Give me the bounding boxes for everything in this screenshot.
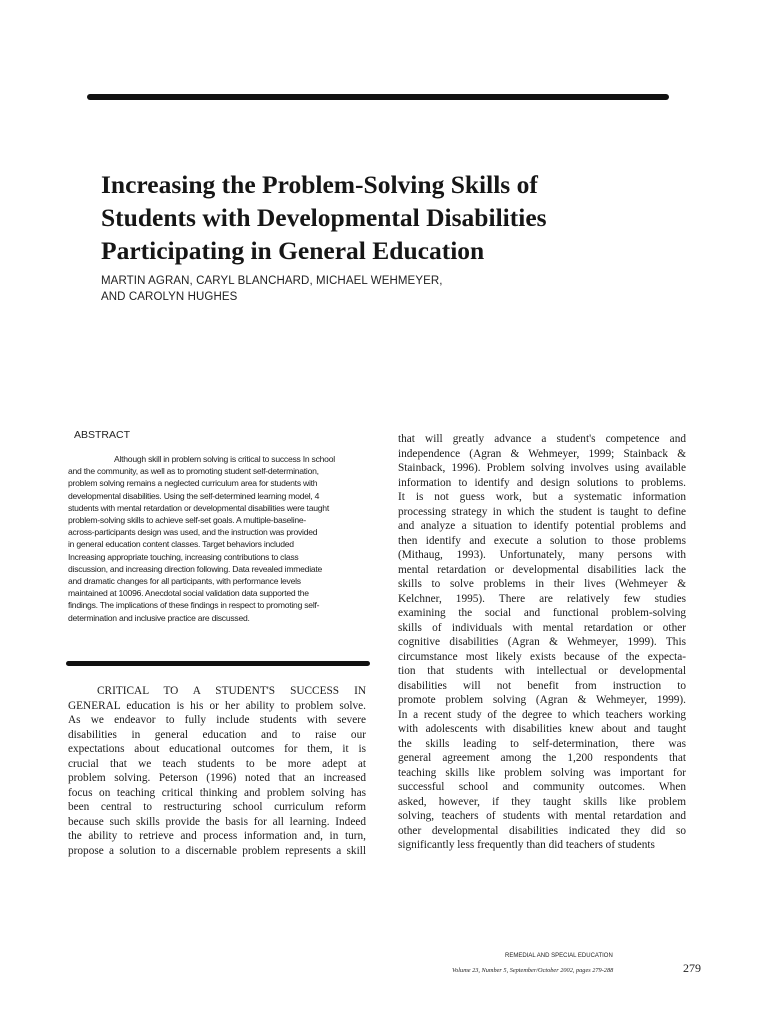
- abstract-line: and the community, as well as to promoting student self-determination,: [68, 466, 319, 477]
- body-line: other developmental disabilities indicated they did so: [398, 824, 686, 837]
- abstract-line: students with mental retardation or developmental disabilities were taught: [68, 502, 329, 513]
- body-line: focus on teaching critical thinking and problem solving has: [68, 786, 366, 799]
- abstract-line: Increasing appropriate touching, increasing contributions to class: [68, 551, 299, 562]
- body-line: (Mithaug, 1993). Unfortunately, many persons with: [398, 549, 686, 561]
- body-line: promote problem solving (Agran & Wehmeyer, 1999).: [398, 694, 686, 706]
- journal-name: REMEDIAL AND SPECIAL EDUCATION: [505, 953, 613, 959]
- body-line: the skills leading to self-determination, there was: [398, 737, 686, 750]
- body-line: Kelchner, 1995). There are relatively few studies: [398, 592, 686, 605]
- abstract-line: in general education content classes. Target behaviors included: [68, 539, 294, 550]
- title-line: Increasing the Problem-Solving Skills of: [101, 170, 538, 199]
- title-line: Students with Developmental Disabilities: [101, 203, 547, 232]
- abstract-line: developmental disabilities. Using the self-determined learning model, 4: [68, 490, 320, 501]
- body-line: been central to restructuring school curriculum reform: [68, 801, 366, 813]
- abstract-line: discussion, and increasing direction following. Data revealed immediate: [68, 563, 323, 574]
- body-left-column: [68, 684, 366, 858]
- body-line: asked, however, if they taught skills like problem: [398, 795, 686, 808]
- issue-citation: Volume 23, Number 5, September/October 2002, pages 279-288: [452, 967, 614, 974]
- body-line: then identify and execute a solution to those problems: [398, 534, 686, 547]
- body-line: information to identify and design solutions to problems.: [398, 476, 686, 489]
- body-line: with adolescents with disabilities knew about and taught: [398, 723, 686, 735]
- body-line: significantly less frequently than did teachers of students: [398, 839, 655, 851]
- abstract-line: Although skill in problem solving is critical to success In school: [114, 454, 335, 464]
- abstract-heading: ABSTRACT: [74, 429, 131, 441]
- body-line: the ability to retrieve and process information and, in turn,: [68, 830, 366, 842]
- body-line: processing strategy in which the student is taught to define: [398, 505, 686, 518]
- abstract-line: problem-solving skills to achieve self-set goals. A multiple-baseline-: [68, 515, 307, 526]
- body-line: In a recent study of the degree to which teachers working: [398, 708, 686, 721]
- body-line: cognitive disabilities (Agran & Wehmeyer, 1999). This: [398, 636, 686, 648]
- abstract-line: problem solving remains a neglected curriculum area for students with: [68, 478, 318, 489]
- section-divider-rule: [66, 661, 370, 666]
- body-line: disabilities in general education and to raise our: [68, 728, 366, 741]
- body-line: propose a solution to a discernable problem represents a skill: [68, 844, 366, 857]
- body-line: independence (Agran & Wehmeyer, 1999; Stainback &: [398, 447, 686, 460]
- body-line: successful school and community outcomes. When: [398, 781, 686, 793]
- body-line: skills of individuals with mental retardation or other: [398, 621, 686, 634]
- abstract-text: [68, 453, 368, 624]
- body-line: solving, teachers of students with mental retardation and: [398, 810, 686, 822]
- body-line: tion that students with intellectual or developmental: [398, 665, 686, 677]
- body-right-column: [398, 432, 686, 853]
- article-title: [101, 168, 701, 267]
- body-line: expectations about educational outcomes for them, it is: [68, 743, 366, 755]
- body-line: skills to solve problems in their lives (Wehmeyer &: [398, 578, 686, 590]
- author-line: AND CAROLYN HUGHES: [101, 291, 238, 303]
- abstract-line: and dramatic changes for all participants, with performance levels: [68, 576, 301, 587]
- body-line: because such skills provide the basis for all learning. Indeed: [68, 815, 366, 828]
- body-line: crucial that we teach students to be more adept at: [68, 757, 366, 770]
- abstract-line: across-participants design was used, and the instruction was provided: [68, 527, 318, 538]
- body-line: mental retardation or developmental disabilities lack the: [398, 563, 686, 576]
- body-line: general agreement among the 1,200 respondents that: [398, 752, 686, 764]
- page-number: 279: [683, 961, 701, 975]
- header-rule: [87, 94, 669, 100]
- title-line: Participating in General Education: [101, 236, 485, 265]
- body-line: disabilities will not benefit from instruction to: [398, 679, 686, 692]
- body-line: Stainback, 1996). Problem solving involves using available: [398, 462, 686, 474]
- body-line: circumstance most likely exists because of the expecta-: [398, 650, 686, 663]
- author-list: [101, 273, 701, 305]
- body-line: As we endeavor to fully include students with severe: [68, 714, 366, 726]
- body-line: and analyze a situation to identify potential problems and: [398, 520, 686, 532]
- body-line: teaching skills like problem solving was important for: [398, 766, 686, 779]
- body-line: GENERAL education is his or her ability to problem solve.: [68, 699, 366, 712]
- body-line: CRITICAL TO A STUDENT'S SUCCESS IN: [97, 685, 366, 697]
- body-line: It is not guess work, but a systematic information: [398, 491, 686, 503]
- body-line: examining the social and functional problem-solving: [398, 607, 686, 619]
- abstract-line: determination and inclusive practice are discussed.: [68, 612, 250, 623]
- body-line: problem solving. Peterson (1996) noted that an increased: [68, 772, 366, 784]
- author-line: MARTIN AGRAN, CARYL BLANCHARD, MICHAEL WEHMEYER,: [101, 275, 443, 287]
- abstract-line: maintained at 10096. Anecdotal social validation data supported the: [68, 588, 309, 599]
- abstract-line: findings. The implications of these findings in respect to promoting self-: [68, 600, 320, 611]
- body-line: that will greatly advance a student's competence and: [398, 433, 686, 445]
